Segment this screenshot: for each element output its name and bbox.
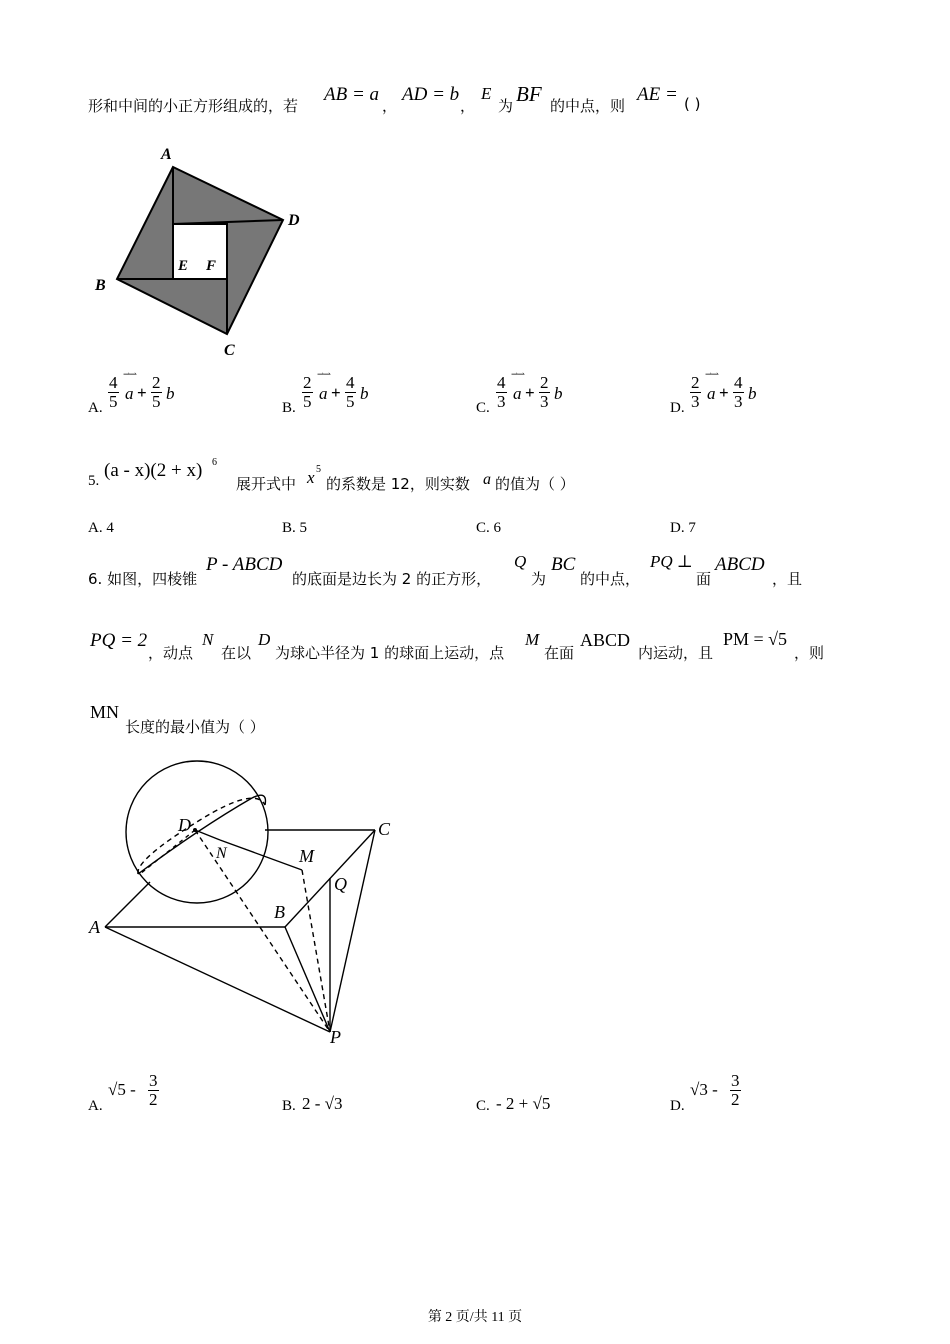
q4-option-b-var1: a	[319, 384, 328, 403]
q4-option-b-frac1: $\frac{2}{5}$	[303, 373, 312, 411]
q6-label-m: M	[299, 846, 314, 866]
q6-option-b-letter: B.	[282, 1098, 296, 1114]
q4-label-e: E	[178, 258, 189, 274]
q6-label-n: N	[216, 845, 227, 862]
q6-wei: 为	[531, 570, 547, 588]
q6-bc: BC	[551, 554, 576, 575]
q5-x5-exp: 5	[316, 464, 321, 475]
q4-option-d-var1: a	[707, 384, 716, 403]
q4-option-b-op: +	[331, 383, 341, 402]
q6-edge-dsq	[140, 830, 195, 874]
q5-expr: (a - x)(2 + x)	[104, 460, 203, 481]
q6-pabcd: P - ABCD	[206, 554, 283, 575]
q6-option-a-main: √5 -	[108, 1080, 136, 1099]
q6-line1-a: 6. 如图，四棱锥	[88, 570, 198, 588]
q6-sphere-equator-front	[138, 795, 265, 874]
q6-line2-b: 在以	[221, 644, 252, 662]
q6-option-d-letter: D.	[670, 1098, 685, 1114]
q4-option-b[interactable]	[282, 372, 402, 422]
q4-midpoint: 的中点，则	[550, 97, 626, 115]
q6-edge-nm	[220, 840, 302, 870]
q6-line3-text: 长度的最小值为（ ）	[125, 718, 265, 736]
q6-mian: 面	[696, 570, 712, 588]
q5-a: a	[483, 471, 491, 488]
q4-label-c: C	[224, 342, 235, 359]
q4-option-a[interactable]	[88, 372, 208, 422]
q5-option-d[interactable]: D. 7	[670, 520, 696, 536]
q6-abcd2: ABCD	[580, 630, 631, 650]
q6-q: Q	[514, 552, 527, 571]
q5-text3: 的值为（ ）	[495, 475, 575, 493]
q4-sep2: ，	[460, 97, 476, 115]
q6-point-d	[193, 828, 197, 832]
q6-option-b[interactable]	[282, 1072, 422, 1118]
q6-option-c-main: - 2 + √5	[496, 1094, 551, 1113]
q4-label-b: B	[95, 277, 106, 294]
q6-option-b-main: 2 - √3	[302, 1094, 343, 1113]
q4-option-c-var2: b	[554, 384, 563, 403]
q6-line2-f: ，则	[794, 644, 825, 662]
q6-label-c: C	[378, 819, 391, 839]
q4-option-d-var2: b	[748, 384, 757, 403]
q5-exp: 6	[212, 457, 217, 468]
vector-arrow-icon: ⇀⇀	[511, 370, 525, 380]
q6-label-q: Q	[334, 874, 347, 894]
q5-number: 5.	[88, 473, 100, 489]
q6-edge-pa	[105, 927, 330, 1032]
q6-abcd: ABCD	[715, 554, 765, 575]
q6-option-d-main: √3 -	[690, 1080, 718, 1099]
q4-option-c-frac1: $\frac{4}{3}$	[497, 373, 506, 411]
q5-option-c[interactable]: C. 6	[476, 520, 502, 536]
q6-pq-perp: PQ ⊥	[650, 552, 693, 571]
q4-option-a-letter: A.	[88, 400, 103, 416]
q4-sep1: ，	[382, 97, 398, 115]
q6-option-a-frac: $\frac{3}{2}$	[149, 1071, 158, 1109]
q6-d: D	[258, 630, 271, 649]
page-footer: 第 2 页/共 11 页	[427, 1310, 523, 1325]
q5-text1: 展开式中	[236, 475, 297, 493]
q6-label-d: D	[178, 815, 191, 835]
q4-figure	[85, 140, 315, 365]
q6-line2-a: ，动点	[148, 644, 194, 662]
q4-label-a: A	[161, 146, 172, 163]
q6-m: M	[525, 630, 540, 649]
q4-option-c-letter: C.	[476, 400, 490, 416]
q5-x5: x	[307, 468, 315, 487]
q6-label-b: B	[274, 902, 285, 922]
vector-arrow-icon: ⇀⇀	[317, 370, 331, 380]
q4-e: E	[481, 84, 492, 103]
q6-line1-c: 的中点，	[580, 570, 641, 588]
q4-option-d-op: +	[719, 383, 729, 402]
vector-arrow-icon: ⇀⇀	[123, 370, 137, 380]
q4-option-c-var1: a	[513, 384, 522, 403]
q4-option-a-var2: b	[166, 384, 175, 403]
q4-option-b-var2: b	[360, 384, 369, 403]
q6-n: N	[202, 630, 214, 649]
q6-option-d[interactable]	[670, 1072, 810, 1118]
q5-text2: 的系数是 12，则实数	[326, 475, 470, 493]
q4-ae-eq: AE =	[637, 84, 678, 105]
q6-label-p: P	[330, 1027, 341, 1047]
q6-edge-ad	[105, 882, 150, 927]
q6-line2-d: 在面	[544, 644, 575, 662]
q6-mn: MN	[90, 702, 120, 722]
q6-sphere-equator-back	[138, 798, 265, 874]
q6-pm-eq: PM = √5	[723, 629, 788, 649]
q6-figure	[80, 750, 410, 1050]
q6-edge-pc	[330, 830, 375, 1032]
q4-option-a-frac1: $\frac{4}{5}$	[109, 373, 118, 411]
q6-label-a: A	[89, 917, 100, 937]
q4-option-d-frac1: $\frac{2}{3}$	[691, 373, 700, 411]
q4-option-d-frac2: $\frac{4}{3}$	[734, 373, 743, 411]
q4-ab-eq: AB = a	[324, 84, 380, 105]
q6-line2-e: 内运动，且	[638, 644, 714, 662]
q6-option-a-letter: A.	[88, 1098, 103, 1114]
vector-arrow-icon: ⇀⇀	[705, 370, 719, 380]
q4-option-a-frac2: $\frac{2}{5}$	[152, 373, 161, 411]
q4-option-d[interactable]	[670, 372, 790, 422]
q6-line3	[88, 700, 488, 734]
q6-edge-dn	[195, 830, 220, 840]
q4-bf: BF	[516, 82, 542, 106]
q6-option-c[interactable]	[476, 1072, 616, 1118]
q4-label-d: D	[288, 212, 300, 229]
q6-pq-eq: PQ = 2	[90, 630, 148, 651]
q4-intro: 形和中间的小正方形组成的，若	[88, 97, 299, 115]
q6-option-a[interactable]	[88, 1072, 228, 1118]
q4-option-a-var1: a	[125, 384, 134, 403]
q4-label-f: F	[206, 258, 217, 274]
q5-option-a[interactable]: A. 4	[88, 520, 114, 536]
q4-option-a-op: +	[137, 383, 147, 402]
q4-option-c[interactable]	[476, 372, 596, 422]
q6-line1	[88, 552, 848, 586]
q4-option-b-letter: B.	[282, 400, 296, 416]
q4-ad-eq: AD = b	[402, 84, 460, 105]
q6-line1-d: ，且	[772, 570, 803, 588]
q5-option-b[interactable]: B. 5	[282, 520, 308, 536]
q4-option-c-frac2: $\frac{2}{3}$	[540, 373, 549, 411]
q6-option-d-frac: $\frac{3}{2}$	[731, 1071, 740, 1109]
q4-paren: ( )	[684, 95, 701, 113]
q4-option-b-frac2: $\frac{4}{5}$	[346, 373, 355, 411]
q6-option-c-letter: C.	[476, 1098, 490, 1114]
q6-line2-c: 为球心半径为 1 的球面上运动，点	[275, 644, 505, 662]
q4-option-d-letter: D.	[670, 400, 685, 416]
q6-line2	[88, 628, 848, 662]
q4-option-c-op: +	[525, 383, 535, 402]
q5-stem	[88, 456, 648, 492]
q6-line1-b: 的底面是边长为 2 的正方形，	[292, 570, 492, 588]
q6-edge-pb	[285, 927, 330, 1032]
q4-wei: 为	[498, 97, 514, 115]
